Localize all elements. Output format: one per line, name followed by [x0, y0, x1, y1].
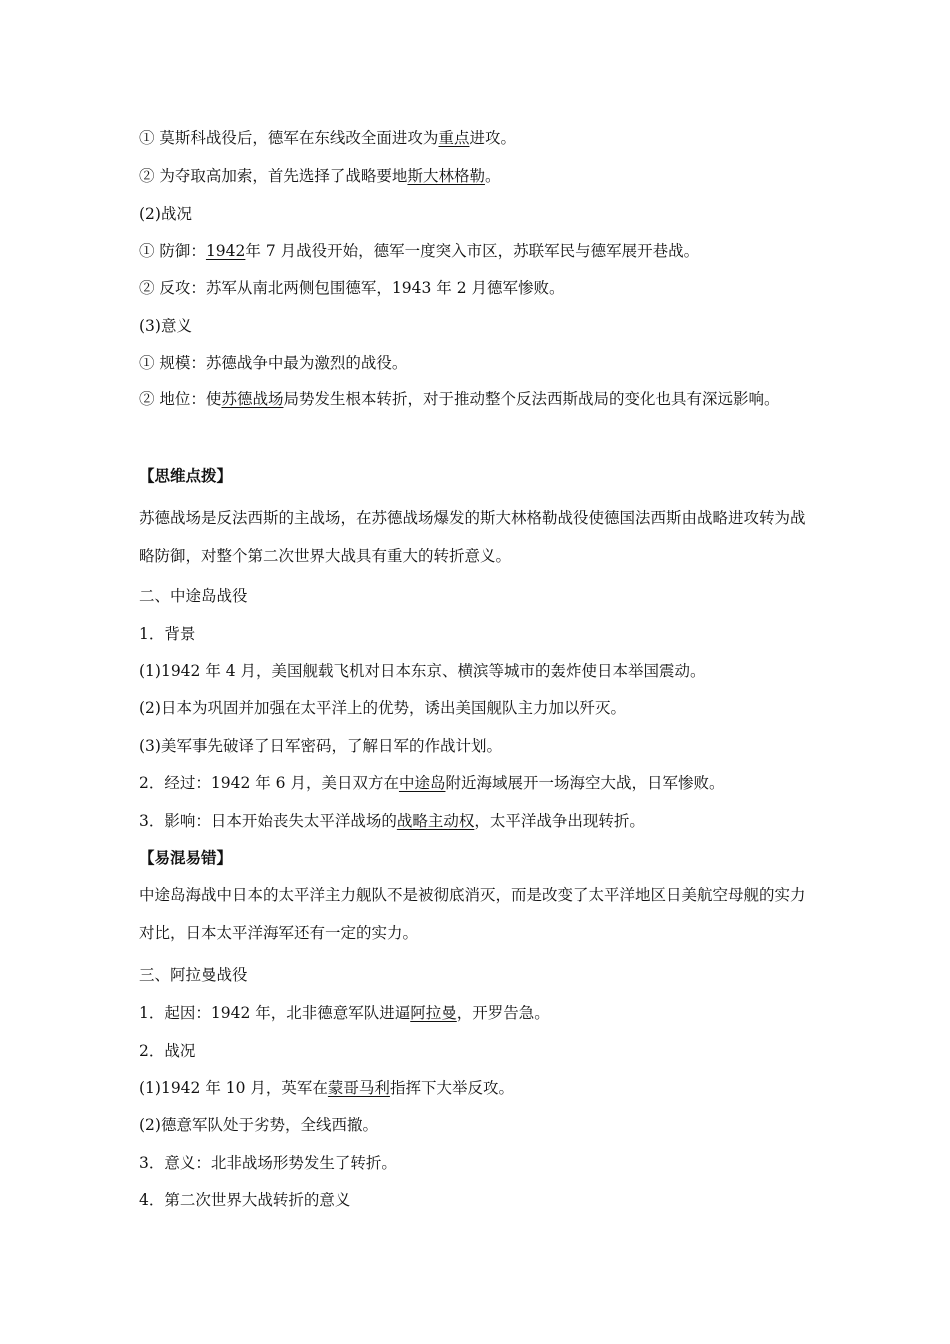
underlined-term: 阿拉曼	[410, 1004, 457, 1022]
text-run: 【易混易错】	[139, 848, 233, 867]
text-line	[139, 204, 819, 224]
text-run: 1．背景	[139, 625, 196, 643]
text-line	[139, 773, 819, 793]
text-run: ① 防御：	[139, 242, 206, 260]
underlined-term: 1942	[205, 242, 246, 260]
underlined-term: 斯大林格勒	[407, 167, 485, 185]
text-run: 。	[484, 167, 501, 185]
section-label	[139, 466, 819, 486]
text-run: 4．第二次世界大战转折的意义	[139, 1191, 351, 1209]
section-heading	[139, 586, 819, 606]
text-run: (3)意义	[139, 317, 192, 335]
text-run: 年 7 月战役开始，德军一度突入市区，苏联军民与德军展开巷战。	[245, 242, 700, 260]
underlined-term: 蒙哥马利	[327, 1079, 390, 1097]
underlined-term: 苏德战场	[221, 390, 284, 408]
text-run: 三、阿拉曼战役	[139, 966, 248, 984]
text-line	[139, 1190, 819, 1210]
text-run: ② 地位：使	[139, 390, 222, 408]
text-line	[139, 166, 819, 186]
text-line	[139, 698, 819, 718]
text-run: 中途岛海战中日本的太平洋主力舰队不是被彻底消灭，而是改变了太平洋地区日美航空母舰的实力对比，日本太平洋海军还有一定的实力。	[139, 886, 806, 942]
underlined-term: 战略主动权	[396, 812, 475, 830]
text-line	[139, 316, 819, 336]
text-run: (2)战况	[139, 205, 192, 223]
text-line	[139, 1078, 819, 1098]
underlined-term: 重点	[438, 129, 470, 147]
text-line	[139, 128, 819, 148]
section-label	[139, 848, 819, 868]
text-line	[139, 1003, 819, 1023]
text-paragraph	[139, 380, 819, 418]
text-line	[139, 278, 819, 298]
text-run: 2．战况	[139, 1042, 196, 1060]
text-paragraph	[139, 876, 819, 952]
text-run: 二、中途岛战役	[139, 587, 248, 605]
text-run: ② 为夺取高加索，首先选择了战略要地	[139, 167, 408, 185]
text-run: 3．影响：日本开始丧失太平洋战场的	[139, 812, 397, 830]
text-run: ，开罗告急。	[456, 1004, 550, 1022]
text-run: (1)1942 年 4 月，美国舰载飞机对日本东京、横滨等城市的轰炸使日本举国震动。	[139, 662, 706, 680]
text-run: 3．意义：北非战场形势发生了转折。	[139, 1154, 397, 1172]
text-line	[139, 241, 819, 261]
text-line	[139, 353, 819, 373]
text-run: 【思维点拨】	[139, 466, 233, 485]
text-run: 指挥下大举反攻。	[389, 1079, 514, 1097]
text-run: 苏德战场是反法西斯的主战场，在苏德战场爆发的斯大林格勒战役使德国法西斯由战略进攻转为战略防御，对整个第二次世界大战具有重大的转折意义。	[139, 509, 806, 565]
text-run: 2．经过：1942 年 6 月，美日双方在	[139, 774, 399, 792]
text-run: 附近海域展开一场海空大战，日军惨败。	[445, 774, 725, 792]
text-run: 局势发生根本转折，对于推动整个反法西斯战局的变化也具有深远影响。	[283, 390, 780, 408]
text-line	[139, 1115, 819, 1135]
text-line	[139, 624, 819, 644]
text-run: ① 规模：苏德战争中最为激烈的战役。	[139, 354, 408, 372]
text-paragraph	[139, 499, 819, 575]
text-run: 1．起因：1942 年，北非德意军队进逼	[139, 1004, 411, 1022]
text-run: (3)美军事先破译了日军密码，了解日军的作战计划。	[139, 737, 502, 755]
text-run: (1)1942 年 10 月，英军在	[139, 1079, 328, 1097]
section-heading	[139, 965, 819, 985]
text-run: ② 反攻：苏军从南北两侧包围德军，1943 年 2 月德军惨败。	[139, 279, 565, 297]
text-line	[139, 811, 819, 831]
text-line	[139, 1153, 819, 1173]
text-run: (2)德意军队处于劣势，全线西撤。	[139, 1116, 378, 1134]
underlined-term: 中途岛	[398, 774, 446, 792]
text-run: ，太平洋战争出现转折。	[474, 812, 645, 830]
text-line	[139, 661, 819, 681]
text-line	[139, 736, 819, 756]
text-run: 进攻。	[469, 129, 516, 147]
text-run: ① 莫斯科战役后，德军在东线改全面进攻为	[139, 129, 439, 147]
text-run: (2)日本为巩固并加强在太平洋上的优势，诱出美国舰队主力加以歼灭。	[139, 699, 626, 717]
text-line	[139, 1041, 819, 1061]
